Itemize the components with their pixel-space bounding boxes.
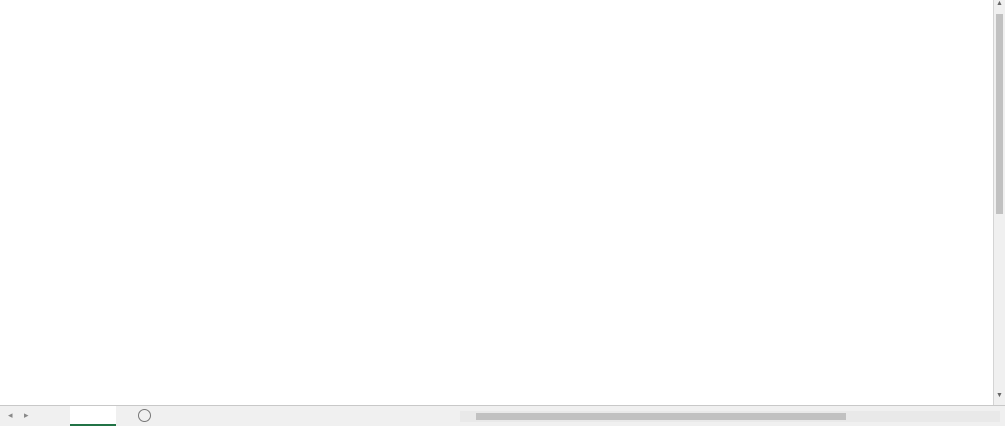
next-sheet-icon[interactable]: ▸ — [24, 410, 29, 420]
scroll-up-icon[interactable]: ▲ — [996, 0, 1003, 7]
sheet-tab-bar — [0, 405, 1005, 426]
add-sheet-icon[interactable] — [138, 409, 151, 422]
vertical-scrollbar[interactable] — [993, 0, 1005, 405]
scroll-down-icon[interactable]: ▼ — [996, 392, 1003, 399]
sheet-tab-hoja1[interactable] — [70, 406, 116, 426]
prev-sheet-icon[interactable]: ◂ — [8, 410, 13, 420]
horizontal-scroll-thumb[interactable] — [476, 413, 846, 420]
vertical-scroll-thumb[interactable] — [996, 14, 1003, 214]
horizontal-scrollbar[interactable] — [460, 411, 1000, 422]
